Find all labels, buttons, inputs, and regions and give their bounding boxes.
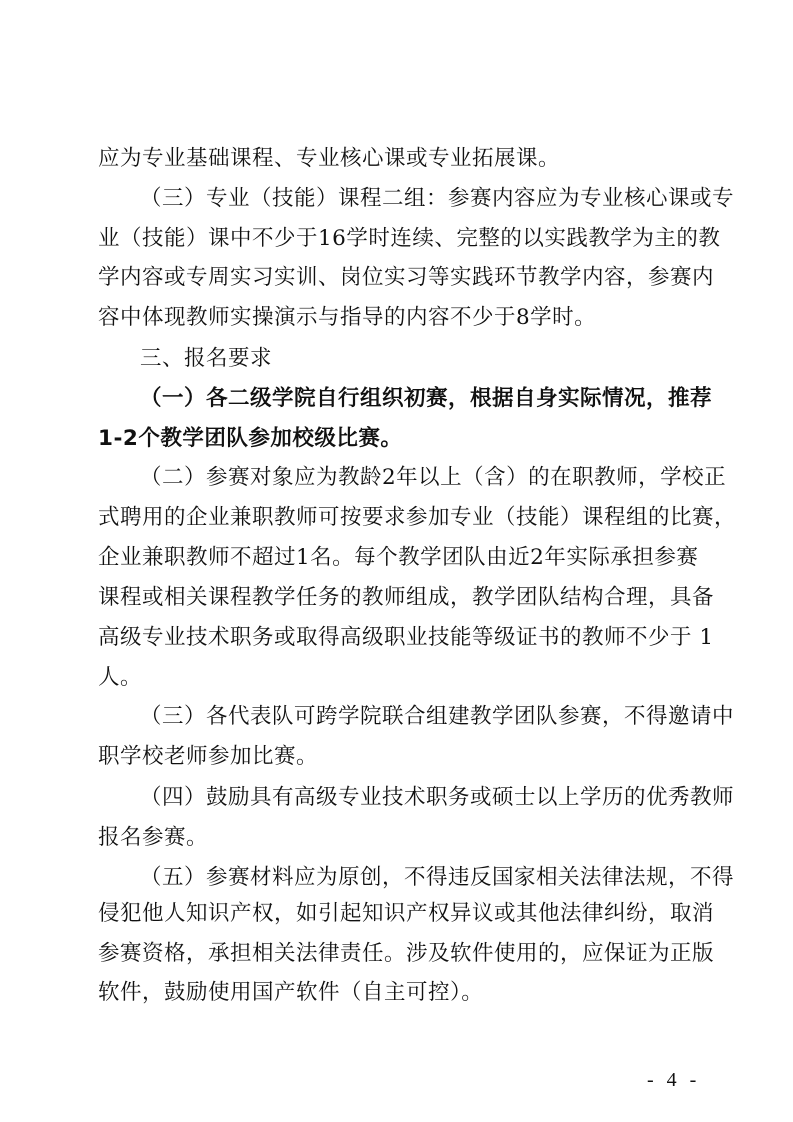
paragraph-line: 式聘用的企业兼职教师可按要求参加专业（技能）课程组的比赛， xyxy=(98,505,737,530)
paragraph-line: 容中体现教师实操演示与指导的内容不少于8学时。 xyxy=(98,305,597,330)
paragraph-line: 课程或相关课程教学任务的教师组成，教学团队结构合理，具备 xyxy=(98,585,715,610)
paragraph-line: 人。 xyxy=(98,665,143,690)
section-heading: 三、报名要求 xyxy=(140,346,273,371)
paragraph-line: （二）参赛对象应为教龄2年以上（含）的在职教师，学校正 xyxy=(140,465,727,490)
paragraph-line: 业（技能）课中不少于16学时连续、完整的以实践教学为主的教 xyxy=(98,226,721,251)
paragraph-line: （四）鼓励具有高级专业技术职务或硕士以上学历的优秀教师 xyxy=(140,785,735,810)
paragraph-line: 参赛资格，承担相关法律责任。涉及软件使用的，应保证为正版 xyxy=(98,941,715,966)
paragraph-line: 职学校老师参加比赛。 xyxy=(98,744,319,769)
paragraph-line: 企业兼职教师不超过1名。每个教学团队由近2年实际承担参赛 xyxy=(98,545,699,570)
paragraph-line: （三）各代表队可跨学院联合组建教学团队参赛，不得邀请中 xyxy=(140,704,735,729)
paragraph-line: （三）专业（技能）课程二组：参赛内容应为专业核心课或专 xyxy=(140,186,735,211)
bold-paragraph-line: （一）各二级学院自行组织初赛，根据自身实际情况，推荐 xyxy=(140,386,713,411)
paragraph-line: 学内容或专周实习实训、岗位实习等实践环节教学内容，参赛内 xyxy=(98,265,715,290)
paragraph-line: （五）参赛材料应为原创，不得违反国家相关法律法规，不得 xyxy=(140,865,735,890)
paragraph-line: 高级专业技术职务或取得高级职业技能等级证书的教师不少于 1 xyxy=(98,625,714,650)
paragraph-line: 报名参赛。 xyxy=(98,825,209,850)
bold-paragraph-line: 1-2个教学团队参加校级比赛。 xyxy=(98,426,403,451)
paragraph-line: 软件，鼓励使用国产软件（自主可控）。 xyxy=(98,980,484,1005)
paragraph-line: 应为专业基础课程、专业核心课或专业拓展课。 xyxy=(98,146,561,171)
page-number: - 4 - xyxy=(647,1069,701,1091)
paragraph-line: 侵犯他人知识产权，如引起知识产权异议或其他法律纠纷，取消 xyxy=(98,901,715,926)
